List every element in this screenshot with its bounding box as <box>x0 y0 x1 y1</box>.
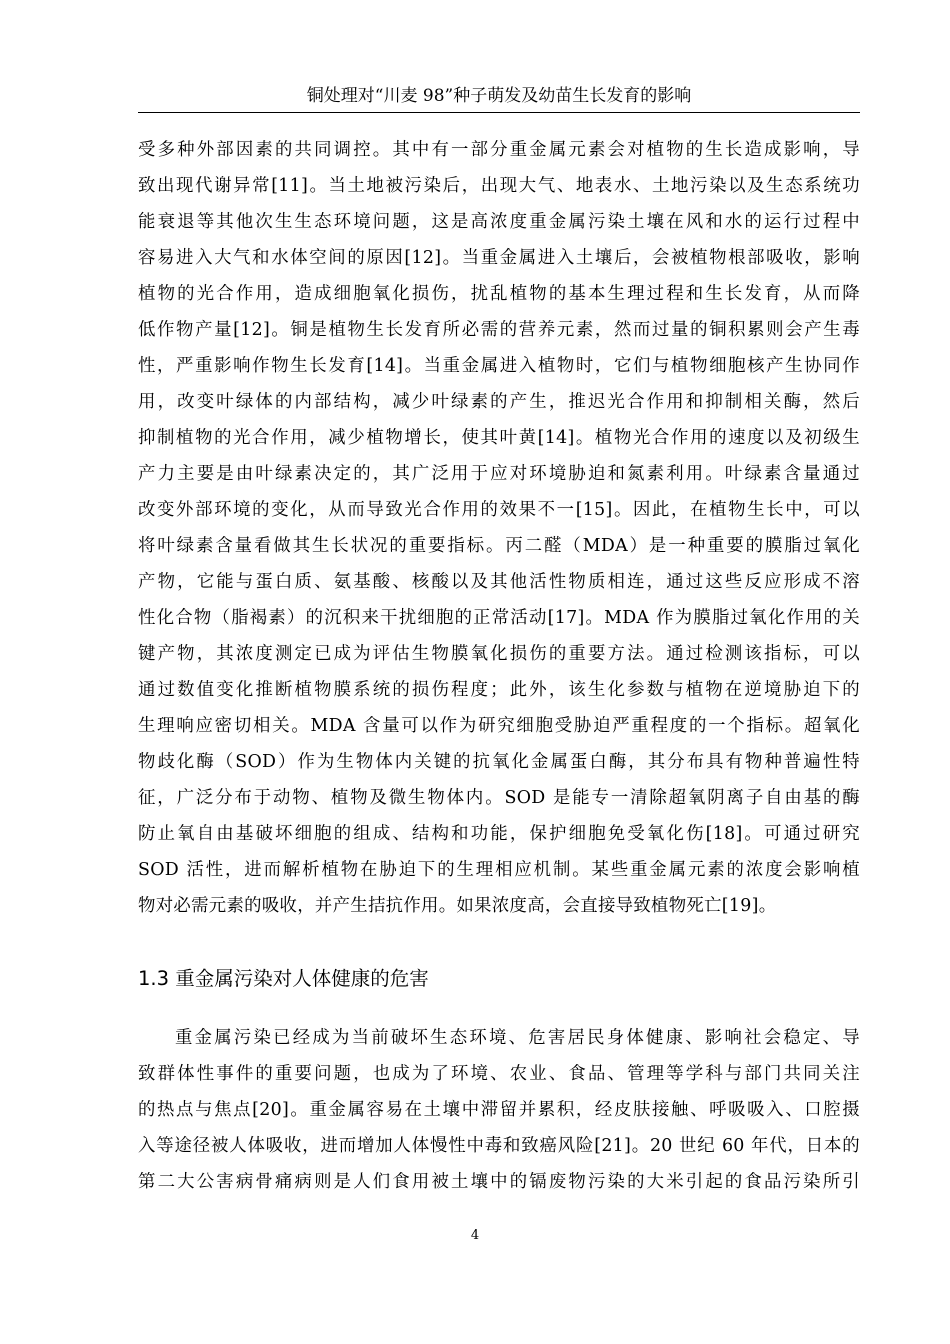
text-line: 植物的光合作用，造成细胞氧化损伤，扰乱植物的基本生理过程和生长发育，从而降 <box>138 284 860 304</box>
text-line: 重金属污染已经成为当前破坏生态环境、危害居民身体健康、影响社会稳定、导 <box>175 1028 860 1048</box>
text-line: 改变外部环境的变化，从而导致光合作用的效果不一[15]。因此，在植物生长中，可以 <box>138 500 860 520</box>
text-line: 产力主要是由叶绿素决定的，其广泛用于应对环境胁迫和氮素利用。叶绿素含量通过 <box>138 464 860 484</box>
text-line: 容易进入大气和水体空间的原因[12]。当重金属进入土壤后，会被植物根部吸收，影响 <box>138 248 860 268</box>
text-line: 生理响应密切相关。MDA 含量可以作为研究细胞受胁迫严重程度的一个指标。超氧化 <box>138 716 860 736</box>
text-line: 征，广泛分布于动物、植物及微生物体内。SOD 是能专一清除超氧阴离子自由基的酶 <box>138 788 860 808</box>
running-header: 铜处理对“川麦 98”种子萌发及幼苗生长发育的影响 <box>138 84 860 113</box>
text-line: 防止氧自由基破坏细胞的组成、结构和功能，保护细胞免受氧化伤[18]。可通过研究 <box>138 824 860 844</box>
text-line: 将叶绿素含量看做其生长状况的重要指标。丙二醛（MDA）是一种重要的膜脂过氧化 <box>138 536 860 556</box>
text-line: 受多种外部因素的共同调控。其中有一部分重金属元素会对植物的生长造成影响，导 <box>138 140 860 160</box>
text-line: 低作物产量[12]。铜是植物生长发育所必需的营养元素，然而过量的铜积累则会产生毒 <box>138 320 860 340</box>
text-line: 性化合物（脂褐素）的沉积来干扰细胞的正常活动[17]。MDA 作为膜脂过氧化作用的关 <box>138 608 860 628</box>
text-line: 物对必需元素的吸收，并产生拮抗作用。如果浓度高，会直接导致植物死亡[19]。 <box>138 896 777 916</box>
text-line: 入等途径被人体吸收，进而增加人体慢性中毒和致癌风险[21]。20 世纪 60 年代，日本的 <box>138 1136 860 1156</box>
text-line: 能衰退等其他次生生态环境问题，这是高浓度重金属污染土壤在风和水的运行过程中 <box>138 212 860 232</box>
text-line: 用，改变叶绿体的内部结构，减少叶绿素的产生，推迟光合作用和抑制相关酶，然后 <box>138 392 860 412</box>
text-line: 产物，它能与蛋白质、氨基酸、核酸以及其他活性物质相连，通过这些反应形成不溶 <box>138 572 860 592</box>
text-line: 性，严重影响作物生长发育[14]。当重金属进入植物时，它们与植物细胞核产生协同作 <box>138 356 860 376</box>
text-line: 通过数值变化推断植物膜系统的损伤程度；此外，该生化参数与植物在逆境胁迫下的 <box>138 680 860 700</box>
text-line: 键产物，其浓度测定已成为评估生物膜氧化损伤的重要方法。通过检测该指标，可以 <box>138 644 860 664</box>
text-line: 抑制植物的光合作用，减少植物增长，使其叶黄[14]。植物光合作用的速度以及初级生 <box>138 428 860 448</box>
text-line: 致出现代谢异常[11]。当土地被污染后，出现大气、地表水、土地污染以及生态系统功 <box>138 176 860 196</box>
text-line: 物歧化酶（SOD）作为生物体内关键的抗氧化金属蛋白酶，其分布具有物种普遍性特 <box>138 752 860 772</box>
text-line: 致群体性事件的重要问题，也成为了环境、农业、食品、管理等学科与部门共同关注 <box>138 1064 860 1084</box>
section-heading: 1.3 重金属污染对人体健康的危害 <box>138 967 429 990</box>
text-line: 第二大公害病骨痛病则是人们食用被土壤中的镉废物污染的大米引起的食品污染所引 <box>138 1172 860 1192</box>
text-line: SOD 活性，进而解析植物在胁迫下的生理相应机制。某些重金属元素的浓度会影响植 <box>138 860 860 880</box>
page-number: 4 <box>470 1228 480 1243</box>
text-line: 的热点与焦点[20]。重金属容易在土壤中滞留并累积，经皮肤接触、呼吸吸入、口腔摄 <box>138 1100 860 1120</box>
